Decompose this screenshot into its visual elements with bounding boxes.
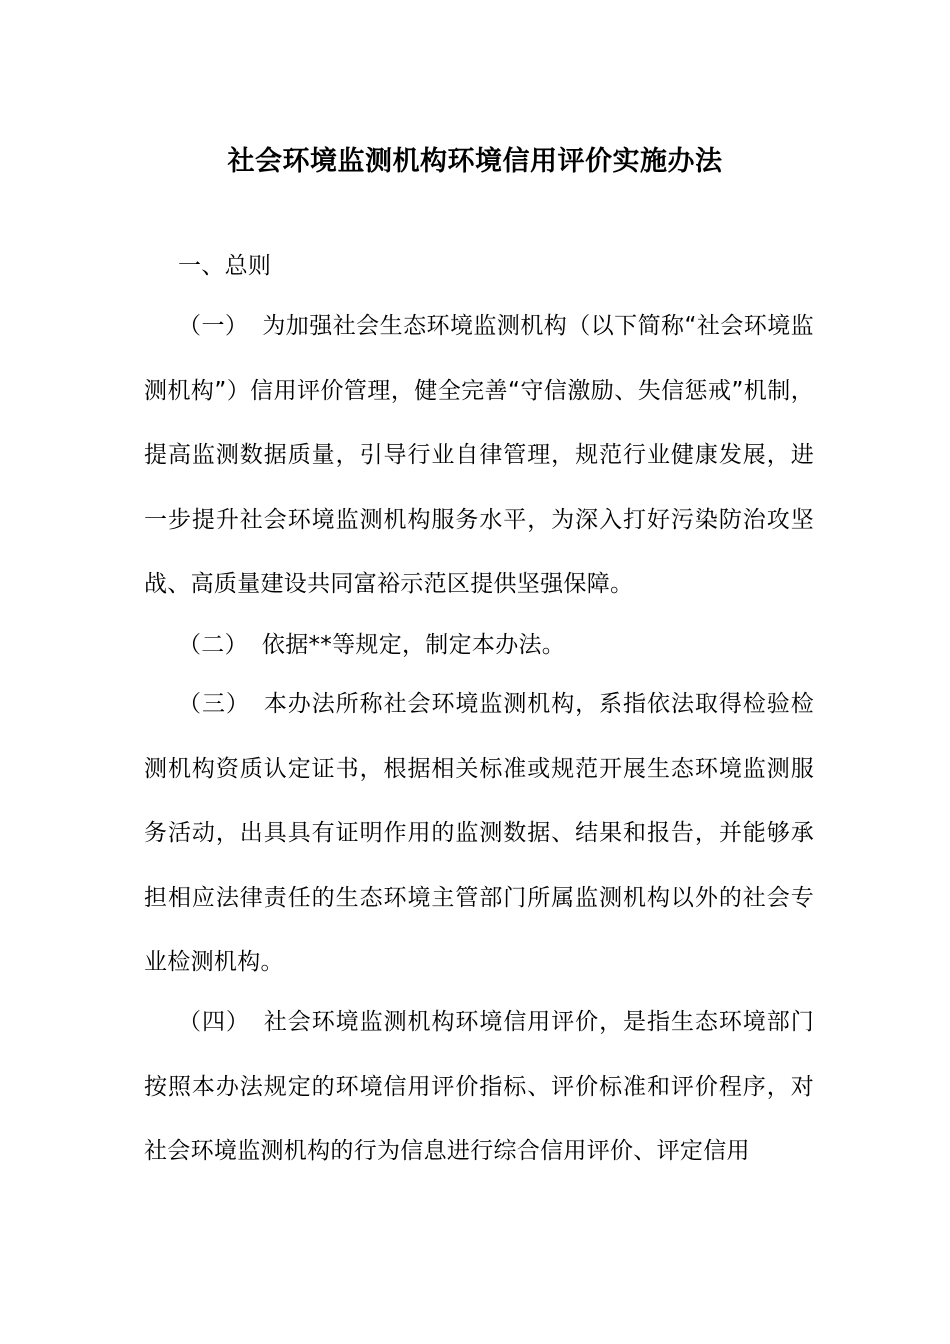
paragraph-3-text: 本办法所称社会环境监测机构，系指依法取得检验检测机构资质认定证书，根据相关标准或规范开展生态环境监测服务活动，出具具有证明作用的监测数据、结果和报告，并能够承担相应法律责任的生态环境主管部门所属监测机构以外的社会专业检测机构。 xyxy=(144,691,814,975)
section-heading-text: 一、总则 xyxy=(178,253,272,279)
paragraph-3 xyxy=(144,672,814,995)
paragraph-3-content xyxy=(144,672,814,995)
section-heading xyxy=(144,234,814,299)
paragraph-2-text: 依据**等规定，制定本办法。 xyxy=(261,632,566,658)
paragraph-4-content xyxy=(144,990,814,1184)
paragraph-2 xyxy=(144,613,814,678)
paragraph-1-content xyxy=(144,294,814,617)
paragraph-1-label: （一） xyxy=(178,313,249,339)
paragraph-4-text: 社会环境监测机构环境信用评价，是指生态环境部门按照本办法规定的环境信用评价指标、评价标准和评价程序，对社会环境监测机构的行为信息进行综合信用评价、评定信用 xyxy=(144,1009,814,1164)
paragraph-3-label: （三） xyxy=(178,691,250,717)
paragraph-4 xyxy=(144,990,814,1184)
paragraph-1 xyxy=(144,294,814,617)
paragraph-2-content xyxy=(144,613,814,678)
paragraph-1-text: 为加强社会生态环境监测机构（以下简称“社会环境监测机构”）信用评价管理，健全完善“守信激励、失信惩戒”机制，提高监测数据质量，引导行业自律管理，规范行业健康发展，进一步提升社会环境监测机构服务水平，为深入打好污染防治攻坚战、高质量建设共同富裕示范区提供坚强保障。 xyxy=(144,313,814,597)
paragraph-2-label: （二） xyxy=(178,632,248,658)
paragraph-4-label: （四） xyxy=(178,1009,250,1035)
document-title: 社会环境监测机构环境信用评价实施办法 xyxy=(227,146,723,177)
